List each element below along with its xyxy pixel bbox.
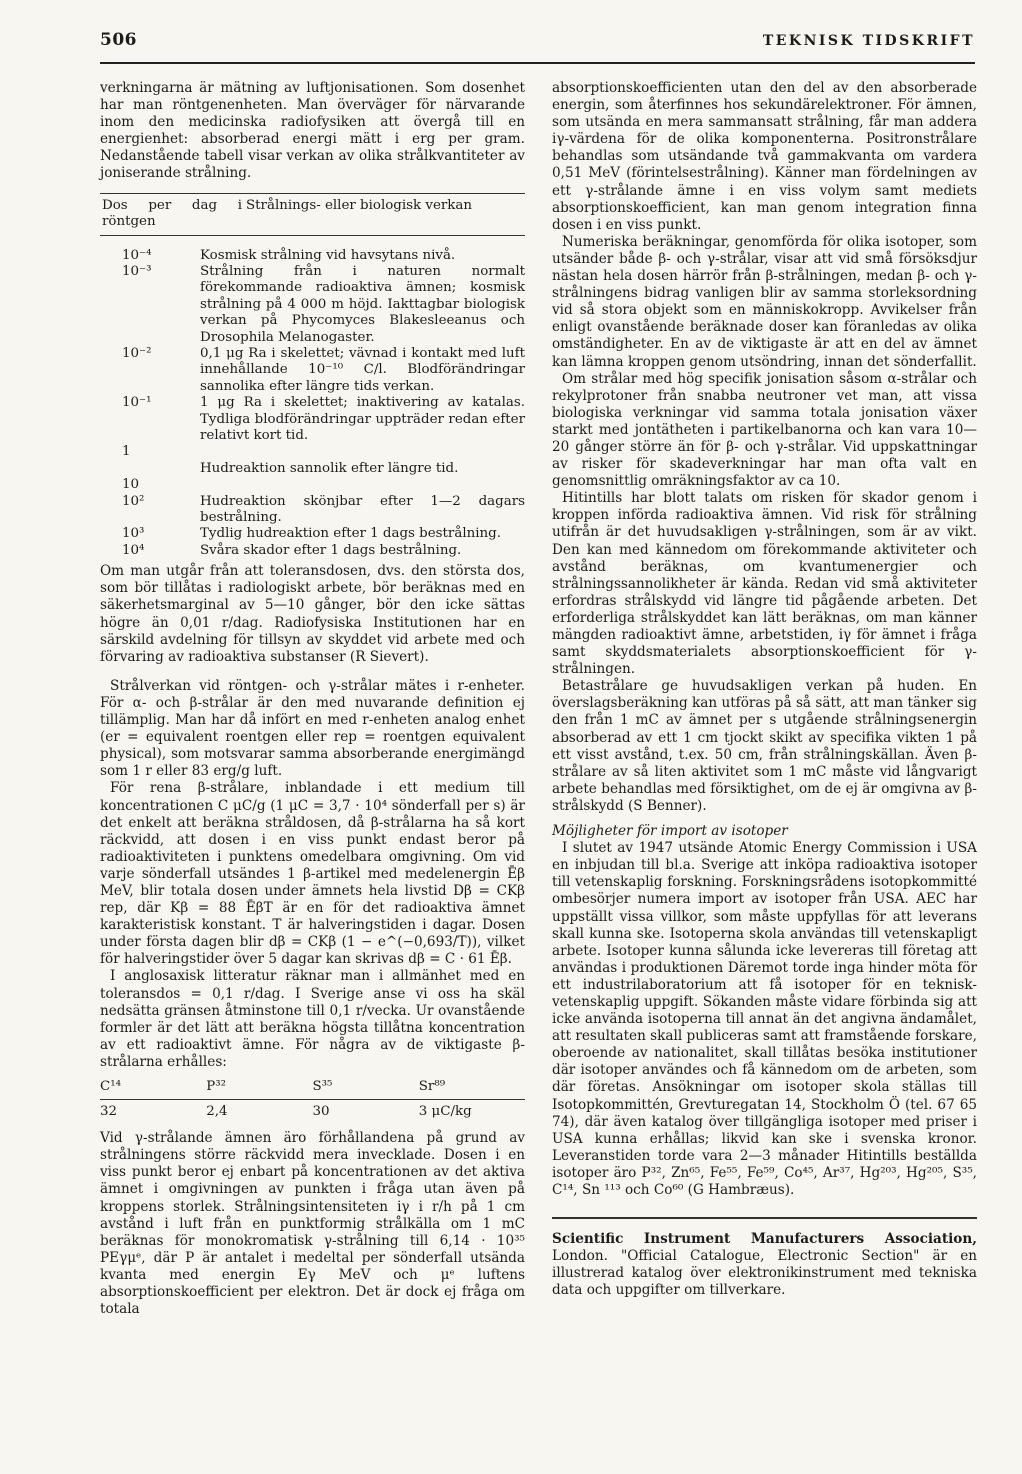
journal-title: TEKNISK TIDSKRIFT xyxy=(762,33,975,49)
right-paragraph-5: Betastrålare ge huvudsakligen verkan på huden. En överslagsberäkning kan utföras på så sätt, att man tänker sig den från 1 mC av ämnet per s utgående strålningsenergin absorberad av ett 1 cm tjockt skikt av specifika vikten 1 på ett visst avstånd, t.ex. 50 cm, från strålningskällan. Även β-strålare av så liten aktivitet som 1 mC måste vid långvarigt arbete behandlas med försiktighet, om de ej är omgivna av β-strålskydd (S Benner). xyxy=(552,678,977,814)
isotope-header: P³² xyxy=(206,1079,226,1094)
effect-text: 0,1 μg Ra i skelettet; vävnad i kontakt med luft innehållande 10⁻¹⁰ C/l. Blodförändringar sannolika efter längre tids verkan. xyxy=(200,346,525,394)
table-row xyxy=(100,543,525,559)
section-heading: Möjligheter för import av isotoper xyxy=(552,823,788,840)
effect-text xyxy=(200,444,525,460)
notice-rule xyxy=(552,1217,977,1219)
left-paragraph-2: Om man utgår från att toleransdosen, dvs. den största dos, som bör tillåtas i radiologiskt arbete, bör beräknas med en säkerhetsmarginal av 5—10 gånger, bör den icke sättas högre än 0,01 r/dag. Radiofysiska Institutionen har en särskild avdelning för tillsyn av skyddet vid arbete med och förvaring av radioaktiva substanser (R Sievert). xyxy=(100,563,525,665)
isotope-value: 3 μC/kg xyxy=(418,1104,472,1120)
isotope-value: 2,4 xyxy=(206,1104,228,1120)
table-row xyxy=(100,461,525,477)
isotope-header: Sr⁸⁹ xyxy=(418,1079,446,1094)
notice-title: Scientific Instrument Manufacturers Association, xyxy=(552,1231,977,1248)
isotope-value: 32 xyxy=(100,1104,118,1120)
table-row xyxy=(100,264,525,346)
effect-text: Svåra skador efter 1 dags bestrålning. xyxy=(200,542,462,558)
dose-value: 10³ xyxy=(122,526,145,542)
dose-table-header xyxy=(100,194,525,235)
dose-value: 10⁻² xyxy=(122,346,152,361)
left-paragraph-1: verkningarna är mätning av luftjonisationen. Som dosenhet har man röntgenenheten. Man överväger för närvarande inom den medicinska radiofysiken att övergå till en energienhet: absorberad energi mätt i erg per gram. Nedanstående tabell visar verkan av olika strålkvantiteter av joniserande strålning. xyxy=(100,80,525,182)
dose-value: 10⁻³ xyxy=(122,263,152,279)
page-number: 506 xyxy=(100,30,137,50)
table-rule xyxy=(100,235,525,236)
dose-value xyxy=(100,461,200,477)
table-row xyxy=(100,395,525,444)
effect-text: Hudreaktion skönjbar efter 1—2 dagars bestrålning. xyxy=(200,493,525,526)
right-paragraph-1: absorptionskoefficienten utan den del av den absorberade energin, som återfinnes hos sekundärelektroner. För ämnen, som utsända en mera sammansatt strålning, får man addera iγ-värdena för de olika komponenterna. Positronstrålare behandlas som utsändande två gammakvanta om vardera 0,51 MeV (förintelsestrålning). Känner man fördelningen av ett γ-strålande ämne i en viss volym samt mediets absorptionskoefficient, kan man genom integration finna dosen i en viss punkt. xyxy=(552,80,977,233)
effect-text: Strålning från i naturen normalt förekommande radioaktiva ämnen; kosmisk strålning på 4 000 m höjd. Iakttagbar biologisk verkan på Phycomyces Blakesleeanus och Drosophila Melanogaster. xyxy=(200,263,525,345)
isotope-header: S³⁵ xyxy=(312,1079,333,1094)
header-rule xyxy=(100,62,975,64)
left-column xyxy=(100,80,525,1318)
effect-column-header: Strålnings- eller biologisk verkan xyxy=(246,197,473,213)
isotope-header-row xyxy=(100,1075,525,1100)
left-paragraph-4: För rena β-strålare, inblandade i ett medium till koncentrationen C μC/g (1 μC = 3,7 · 10⁴ sönderfall per s) är det enkelt att beräkna stråldosen, då β-strålarna ha så kort räckvidd, att dosen i en viss punkt endast beror på radioaktiviteten i punktens omedelbara omgivning. Om vid varje sönderfall utsändes 1 β-artikel med medelenergin Ēβ MeV, blir totala dosen under ämnets hela livstid Dβ = CKβ rep, där Kβ = 88 ĒβT är en för det radioaktiva ämnet karakteristisk konstant. T är halveringstiden i dagar. Dosen under första dagen blir dβ = CKβ (1 − e^(−0,693/T)), vilket för halveringstider över 5 dagar kan skrivas dβ = C · 61 Ēβ. xyxy=(100,780,525,968)
isotope-value: 30 xyxy=(312,1104,330,1120)
right-column xyxy=(552,80,977,1299)
effect-text xyxy=(200,477,525,493)
isotope-table xyxy=(100,1075,525,1124)
dose-value: 10 xyxy=(122,477,140,493)
effect-text: 1 μg Ra i skelettet; inaktivering av katalas. Tydliga blodförändringar uppträder redan efter relativt kort tid. xyxy=(200,395,525,444)
left-paragraph-3: Strålverkan vid röntgen- och γ-strålar mätes i r-enheter. För α- och β-strålar är den med nuvarande definition ej tillämplig. Man har då infört en med r-enheten analog enhet (er = equivalent roentgen eller rep = roentgen equivalent physical), som motsvarar samma absorberande energimängd som 1 r eller 83 erg/g luft. xyxy=(100,677,525,780)
table-row xyxy=(100,444,525,460)
dose-value: 10⁴ xyxy=(122,542,145,558)
right-paragraph-3: Om strålar med hög specifik jonisation såsom α-strålar och rekylprotoner från snabba neutroner vet man, att vissa biologiska verkningar vid samma totala jonisation växer starkt med jontätheten i partikelbanorna och kan vara 10—20 gånger större än för β- och γ-strålar. Vid uppskattningar av risker för skadeverkningar har man ofta valt en genomsnittlig omräkningsfaktor av ca 10. xyxy=(552,370,977,490)
right-paragraph-2: Numeriska beräkningar, genomförda för olika isotoper, som utsänder både β- och γ-strålar, visar att vid små försöksdjur nästan hela dosen härrör från β-strålningen, medan β- och γ-strålningens bidrag vanligen blir av samma storleksordning vid så stora objekt som en människokropp. Avvikelser från enligt ovanstående beräknade doser kan föranledas av olika omständigheter. En av de viktigaste är att en del av ämnet kan lämna kroppen genom utsöndring, innan det sönderfallit. xyxy=(552,233,977,370)
isotope-value-row xyxy=(100,1100,525,1125)
table-row xyxy=(100,526,525,542)
dose-value: 10⁻¹ xyxy=(122,395,152,411)
table-row xyxy=(100,248,525,264)
notice xyxy=(552,1231,977,1299)
left-paragraph-5: I anglosaxisk litteratur räknar man i allmänhet med en toleransdos = 0,1 r/dag. I Sverige anse vi oss ha skäl nedsätta gränsen åtminstone till 0,1 r/vecka. Ur ovanstående formler är det lätt att beräkna högsta tillåtna koncentration av ett radioaktivt ämne. För några av de viktigaste β-strålarna erhålles: xyxy=(100,968,525,1070)
page-header xyxy=(100,28,975,60)
dose-column-header: Dos per dag i röntgen xyxy=(102,197,242,229)
effect-text: Tydlig hudreaktion efter 1 dags bestrålning. xyxy=(200,526,501,542)
dose-value: 10⁻⁴ xyxy=(122,247,152,263)
dose-value: 1 xyxy=(122,444,131,460)
left-paragraph-6: Vid γ-strålande ämnen äro förhållandena på grund av strålningens större räckvidd mera invecklade. Dosen i en viss punkt beror ej enbart på koncentrationen av det aktiva ämnet i omgivningen av punkten i fråga utan även på kroppens storlek. Strålningsintensiteten iγ i r/h på 1 cm avstånd i luft från en punktformig strålkälla om 1 mC beräknas för monokromatisk γ-strålning till 6,14 · 10³⁵ PEγμᵉ, där P är antalet i medeltal per sönderfall utsända kvanta med energin Eγ MeV och μᵉ luftens absorptionskoefficient per elektron. Det är dock ej fråga om totala xyxy=(100,1130,525,1318)
effect-text: Hudreaktion sannolik efter längre tid. xyxy=(200,460,459,476)
notice-body: London. "Official Catalogue, Electronic Section" är en illustrerad katalog över elektronikinstrument med tekniska data och uppgifter om tillverkare. xyxy=(552,1248,977,1299)
isotope-header: C¹⁴ xyxy=(100,1079,121,1094)
table-row xyxy=(100,477,525,493)
table-row xyxy=(100,346,525,395)
dose-value: 10² xyxy=(122,493,145,509)
dose-table xyxy=(100,193,525,560)
table-row xyxy=(100,494,525,527)
effect-text: Kosmisk strålning vid havsytans nivå. xyxy=(200,247,456,263)
right-paragraph-4: Hitintills har blott talats om risken för skador genom i kroppen införda radioaktiva ämnen. Vid risk för strålning utifrån är det huvudsakligen γ-strålningen, som är av vikt. Den kan med kännedom om förekommande aktiviteter och avstånd beräknas, om kvantumenergier och strålningssannolikheter är kända. Redan vid små aktiviteter erfordras strålskydd vid längre tid pågående arbeten. Det erforderliga strålskyddet kan lätt beräknas, om man känner mängden radioaktivt ämne, arbetstiden, iγ för ämnet i fråga samt skyddsmaterialets absorptionskoefficient för γ-strålningen. xyxy=(552,490,977,678)
right-paragraph-6: I slutet av 1947 utsände Atomic Energy Commission i USA en inbjudan till bl.a. Sverige att inköpa radioaktiva isotoper till vetenskaplig forskning. Forskningsrådens isotopkommitté ombesörjer numera import av isotoper från USA. AEC har uppställt vissa villkor, som måste uppfyllas för att leverans skall kunna ske. Isotoperna skola användas till vetenskapligt arbete. Isotoper kunna sålunda icke levereras till företag att användas i produktionen Däremot torde inga hinder möta för ett industrilaboratorium att få isotoper för en teknisk-vetenskaplig uppgift. Sökanden måste vidare förbinda sig att icke använda isotoperna till annat än det angivna ändamålet, att resultaten skall publiceras samt att framstående forskare, oberoende av nationalitet, skall tillåtas besöka institutioner där isotoper användes och få kännedom om de arbeten, som där företas. Ansökningar om isotoper skola ställas till Isotopkommittén, Grevturegatan 14, Stockholm Ö (tel. 67 65 74), där även katalog över tillgängliga isotoper med priser i USA kunna erhållas; likvid kan ske i svenska kronor. Leveranstiden torde vara 2—3 månader Hitintills beställda isotoper äro P³², Zn⁶⁵, Fe⁵⁵, Fe⁵⁹, Co⁴⁵, Ar³⁷, Hg²⁰³, Hg²⁰⁵, S³⁵, C¹⁴, Sn ¹¹³ och Co⁶⁰ (G Hambræus). xyxy=(552,840,977,1198)
